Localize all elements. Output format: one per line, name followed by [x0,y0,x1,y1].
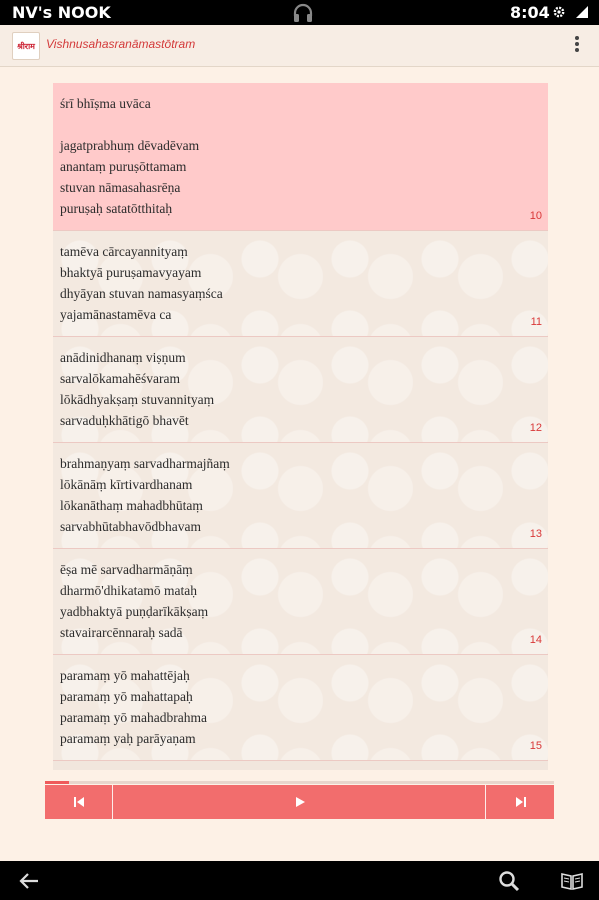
verse-text [53,231,548,325]
gear-icon [552,5,566,19]
play-icon [294,796,306,808]
verse-line: stavairarcēnnaraḥ sadā [60,625,183,640]
app-bar [0,25,599,67]
verse-line: anādinidhanaṃ viṣṇum [60,350,186,365]
verse-line: paramaṃ yaḥ parāyaṇam [60,731,196,746]
verse-line: yajamānastamēva ca [60,307,172,322]
verse-text [53,655,548,749]
battery-icon [574,4,590,20]
verse-item[interactable] [53,83,548,231]
verse-line: paramaṃ yō mahattapaḥ [60,689,193,704]
next-button[interactable] [487,785,554,819]
verse-text [53,83,548,219]
verse-line [60,114,548,135]
verse-line: paramaṃ yō mahattējaḥ [60,668,190,683]
verse-line: sarvabhūtabhavōdbhavam [60,519,201,534]
verse-item[interactable] [53,231,548,337]
headphones-icon [292,3,314,23]
system-nav-bar [0,861,599,900]
verse-item[interactable] [53,549,548,655]
verse-line: bhaktyā puruṣamavyayam [60,265,202,280]
device-name: NV's NOOK [12,3,111,22]
app-logo [12,32,40,60]
verse-line: dharmō'dhikatamō mataḥ [60,583,198,598]
clock: 8:04 [510,3,550,22]
previous-button[interactable] [45,785,113,819]
verse-line: sarvalōkamahēśvaram [60,371,180,386]
verse-line: tamēva cārcayannityaṃ [60,244,188,259]
skip-previous-icon [73,796,85,808]
play-button[interactable] [114,785,486,819]
verse-line: śrī bhīṣma uvāca [60,96,151,111]
search-icon[interactable] [498,870,520,892]
playback-progress-fill [45,781,69,784]
verse-item[interactable] [53,337,548,443]
verse-text [53,549,548,643]
app-title: Vishnusahasranāmastōtram [46,37,196,51]
back-icon[interactable] [18,871,40,891]
verse-text [53,337,548,431]
verse-line: yadbhaktyā puṇḍarīkākṣaṃ [60,604,209,619]
verse-line: anantaṃ puruṣōttamam [60,159,187,174]
player-controls [45,785,554,819]
status-bar [0,0,599,25]
app-logo-text: श्रीराम [17,41,35,51]
verse-line: lōkānāṃ kīrtivardhanam [60,477,193,492]
verse-line: lōkanāthaṃ mahadbhūtaṃ [60,498,203,513]
verse-number: 11 [530,316,542,328]
verse-number: 13 [529,528,542,540]
verse-line: ēṣa mē sarvadharmāṇāṃ [60,562,193,577]
verse-item[interactable] [53,655,548,761]
reader-icon[interactable] [560,871,584,891]
overflow-menu-icon[interactable] [570,36,584,56]
verse-line: jagatprabhuṃ dēvadēvam [60,138,200,153]
verse-number: 15 [529,740,542,752]
verse-line: lōkādhyakṣaṃ stuvannityaṃ [60,392,215,407]
verse-line: dhyāyan stuvan namasyaṃśca [60,286,223,301]
verse-line: stuvan nāmasahasrēṇa [60,180,181,195]
verse-line: sarvaduḥkhātigō bhavēt [60,413,189,428]
verse-list[interactable] [53,83,548,770]
skip-next-icon [515,796,527,808]
verse-line: puruṣaḥ satatōtthitaḥ [60,201,173,216]
verse-number: 14 [529,634,542,646]
verse-line: brahmaṇyaṃ sarvadharmajñaṃ [60,456,230,471]
playback-progress[interactable] [45,781,554,784]
verse-number: 10 [529,210,542,222]
verse-line: paramaṃ yō mahadbrahma [60,710,207,725]
verse-item[interactable] [53,443,548,549]
verse-text [53,443,548,537]
verse-number: 12 [529,422,542,434]
